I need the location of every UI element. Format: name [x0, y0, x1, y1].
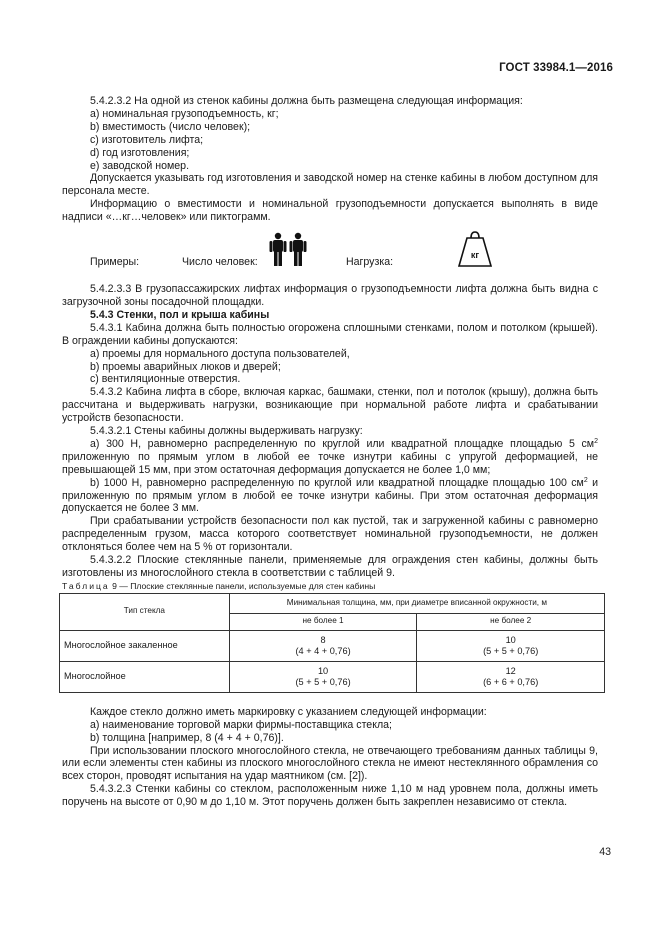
- table-caption-prefix: Таблица: [62, 580, 110, 591]
- list-item: c) вентиляционные отверстия.: [90, 373, 241, 386]
- thickness-value: 10: [505, 634, 516, 645]
- list-item: b) проемы аварийных люков и дверей;: [90, 360, 281, 373]
- cell-glass-type: Многослойное закаленное: [60, 630, 230, 661]
- document-body: [62, 95, 598, 809]
- paragraph-floor-deflection: При срабатывании устройств безопасности пол как пустой, так и загруженной кабины с равномерно распределенным грузом, масса которого соответствует номинальной грузоподъемности, не должен отклоняться более чем на 5 % от горизонтали.: [62, 515, 598, 554]
- thickness-value: 10: [317, 665, 329, 676]
- note-paragraph: Информацию о вместимости и номинальной грузоподъемности допускается выполнять в виде надписи «…кг…человек» или пиктограмм.: [62, 198, 598, 224]
- load-text: приложенную по прямым углом в любой ее точке изнутри кабины с упругой деформацией, не превышающей 15 мм, при этом остаточная деформация допускается не более 1,0 мм;: [62, 450, 598, 476]
- thickness-value: 8: [320, 634, 326, 645]
- persons-label: Число человек:: [182, 256, 258, 269]
- thickness-formula: (4 + 4 + 0,76): [295, 645, 351, 656]
- superscript: 2: [594, 437, 598, 445]
- examples-label: Примеры:: [90, 256, 140, 269]
- list-item: a) наименование торговой марки фирмы-поставщика стекла;: [90, 718, 392, 731]
- standard-header: ГОСТ 33984.1—2016: [499, 62, 613, 74]
- table-caption-text: 9 — Плоские стеклянные панели, используемые для стен кабины: [109, 580, 376, 591]
- header-up-to-2m: не более 2: [417, 613, 605, 630]
- list-item: b) вместимость (число человек);: [90, 120, 251, 133]
- table-row: [60, 630, 605, 661]
- paragraph-5-4-3-2-3: 5.4.3.2.3 Стенки кабины со стеклом, расположенным ниже 1,10 м над уровнем пола, должны иметь поручень на высоте от 0,90 м до 1,10 м. Этот поручень должен быть закреплен независимо от стекла.: [62, 783, 598, 809]
- persons-pictogram-icon: [268, 232, 308, 268]
- table-row: [60, 661, 605, 692]
- header-min-thickness: Минимальная толщина, мм, при диаметре вписанной окружности, м: [229, 593, 604, 613]
- paragraph-5-4-2-3-3: 5.4.2.3.3 В грузопассажирских лифтах информация о грузоподъемности лифта должна быть видна с загрузочной зоны посадочной площадки.: [62, 283, 598, 308]
- table-caption: [62, 580, 598, 593]
- thickness-formula: (5 + 5 + 0,76): [483, 645, 539, 656]
- note-paragraph: Допускается указывать год изготовления и заводской номер на стенке кабины в любом доступном для персонала месте.: [62, 172, 598, 198]
- page-number: 43: [599, 846, 611, 858]
- paragraph-5-4-3-1: 5.4.3.1 Кабина должна быть полностью огорожена сплошными стенками, полом и потолком (крышей). В ограждении кабины допускаются:: [62, 321, 598, 347]
- list-item: d) год изготовления;: [90, 146, 190, 159]
- thickness-formula: (6 + 6 + 0,76): [483, 676, 539, 687]
- paragraph-marking: Каждое стекло должно иметь маркировку с указанием следующей информации:: [90, 705, 487, 718]
- load-text: b) 1000 Н, равномерно распределенную по круглой или квадратной площадке площадью 100 см: [90, 476, 584, 489]
- list-item: a) проемы для нормального доступа пользователей,: [90, 347, 350, 360]
- list-item: b) толщина [например, 8 (4 + 4 + 0,76)].: [90, 731, 284, 744]
- load-item-a: [62, 438, 598, 477]
- thickness-value: 12: [505, 665, 516, 676]
- glass-table: [59, 593, 605, 693]
- header-up-to-1m: не более 1: [229, 613, 417, 630]
- list-item: a) номинальная грузоподъемность, кг;: [90, 107, 279, 120]
- list-item: c) изготовитель лифта;: [90, 133, 204, 146]
- paragraph-5-4-3-2-1: 5.4.3.2.1 Стены кабины должны выдерживать нагрузку:: [90, 425, 363, 438]
- paragraph-5-4-3-2-2: 5.4.3.2.2 Плоские стеклянные панели, применяемые для ограждения стен кабины, должны быть изготовлены из многослойного стекла в соответствии с таблицей 9.: [62, 554, 598, 579]
- load-text: a) 300 Н, равномерно распределенную по круглой или квадратной площадке площадью 5 см: [90, 437, 595, 450]
- cell-thickness: [229, 661, 417, 692]
- load-unit-label: кг: [470, 250, 480, 261]
- paragraph-5-4-2-3-2: 5.4.2.3.2 На одной из стенок кабины должна быть размещена следующая информация:: [90, 95, 523, 107]
- thickness-formula: (5 + 5 + 0,76): [295, 676, 351, 687]
- pictogram-examples: [62, 230, 598, 278]
- load-label: Нагрузка:: [346, 256, 394, 269]
- section-heading: 5.4.3 Стенки, пол и крыша кабины: [90, 308, 270, 321]
- cell-thickness: [417, 661, 605, 692]
- load-text: и приложенную по прямым углом в любой ее точке изнутри кабины. При этом остаточная деформация допускается не более 3 мм.: [62, 476, 598, 515]
- paragraph-5-4-3-2: 5.4.3.2 Кабина лифта в сборе, включая каркас, башмаки, стенки, пол и потолок (крышу), должна быть рассчитана и выдерживать нагрузки, возникающие при нормальной работе лифта и срабатывании устройств безопасности.: [62, 386, 598, 425]
- superscript: 2: [583, 476, 588, 484]
- cell-thickness: [417, 630, 605, 661]
- cell-thickness: [229, 630, 417, 661]
- paragraph-pendulum-test: При использовании плоского многослойного стекла, не отвечающего требованиям данных таблицы 9, или если элементы стен кабины из плоского многослойного стекла не имеют нестеклянного обрамления со всех сторон, проводят испытания на удар маятником (см. [2]).: [62, 744, 598, 783]
- list-item: e) заводской номер.: [90, 159, 190, 172]
- load-item-b: [62, 477, 598, 516]
- cell-glass-type: Многослойное: [60, 661, 230, 692]
- header-glass-type: Тип стекла: [60, 593, 230, 630]
